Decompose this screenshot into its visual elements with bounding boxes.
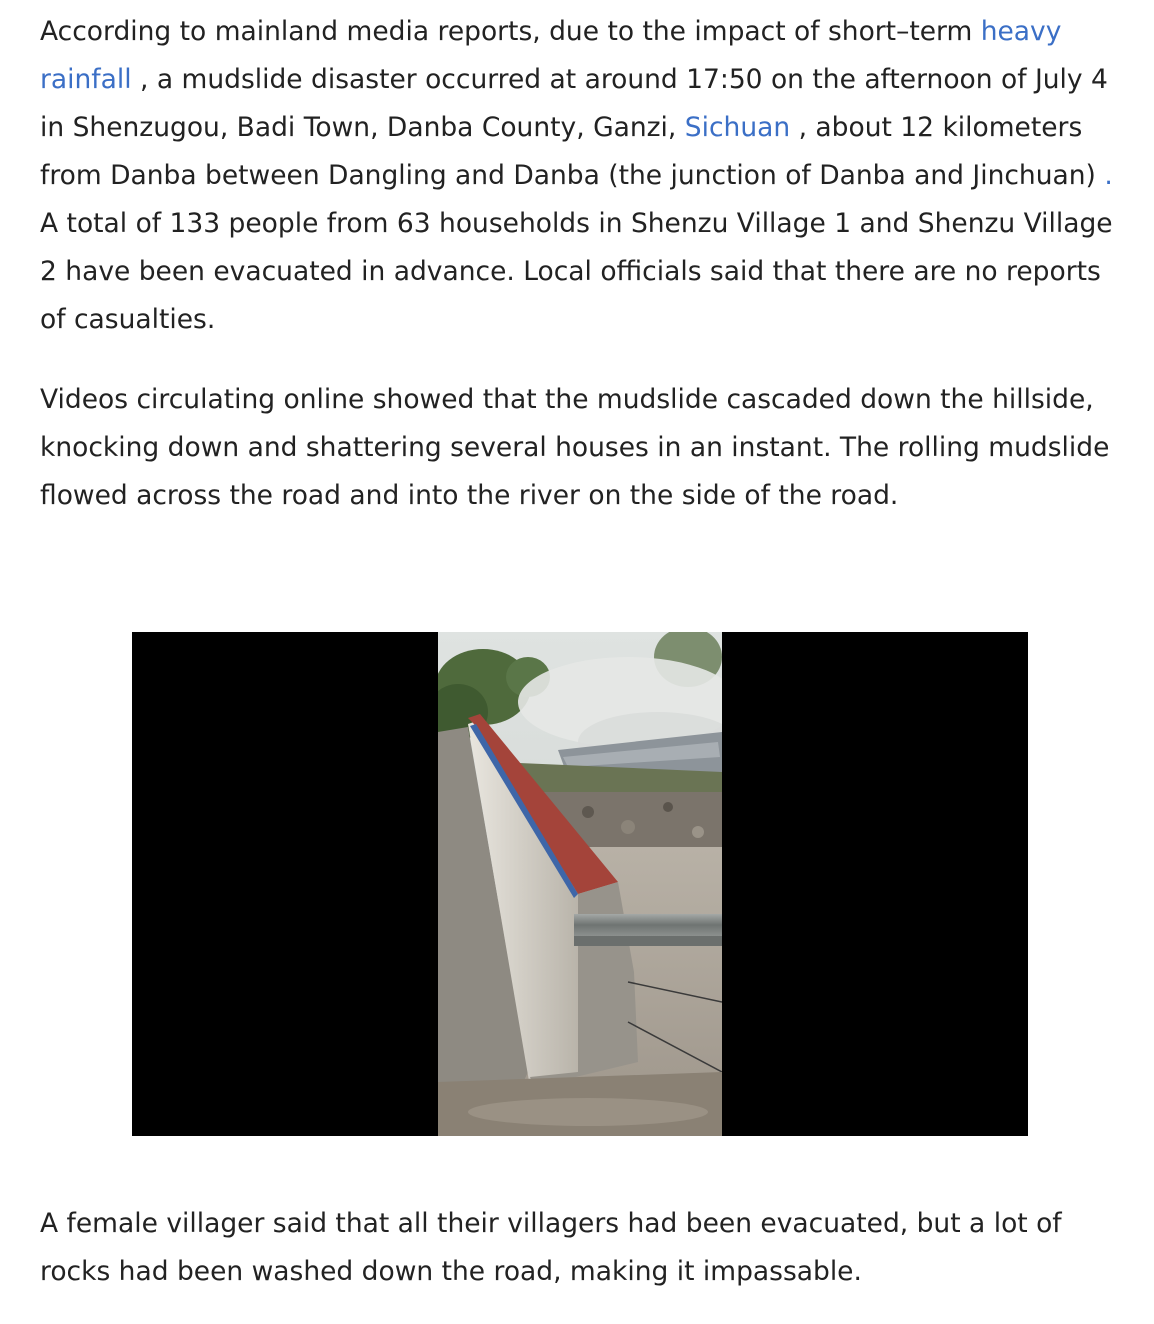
paragraph-1-text-b: , a mudslide disaster occurred at around 17:50 on the afternoon of July 4 in Shenzugou, Badi Town, Danba County, Ganzi, — [40, 64, 1108, 143]
mudslide-scene-image — [438, 632, 722, 1136]
paragraph-1-text-a: According to mainland media reports, due to the impact of short–term — [40, 16, 981, 47]
paragraph-1-text-c: , about 12 kilometers from Danba between Dangling and Danba (the junction of Danba and Jinchuan) — [40, 112, 1105, 191]
paragraph-2: Videos circulating online showed that the mudslide cascaded down the hillside, knocking down and shattering several houses in an instant. The rolling mudslide flowed across the road and into the river on the side of the road. — [40, 384, 1110, 511]
link-heavy-rainfall[interactable]: heavy rainfall — [40, 16, 1062, 95]
paragraph-1 — [40, 8, 1118, 344]
article-body — [40, 8, 1118, 520]
link-dot[interactable]: . — [1104, 160, 1113, 191]
video-frame-image — [438, 632, 722, 1136]
video-player[interactable] — [132, 632, 1028, 1136]
paragraph-1-text-d: A total of 133 people from 63 households in Shenzu Village 1 and Shenzu Village 2 have been evacuated in advance. Local officials said that there are no reports of casualties. — [40, 208, 1113, 335]
link-sichuan[interactable]: Sichuan — [684, 112, 791, 143]
paragraph-3: A female villager said that all their villagers had been evacuated, but a lot of rocks had been washed down the road, making it impassable. — [40, 1208, 1062, 1287]
